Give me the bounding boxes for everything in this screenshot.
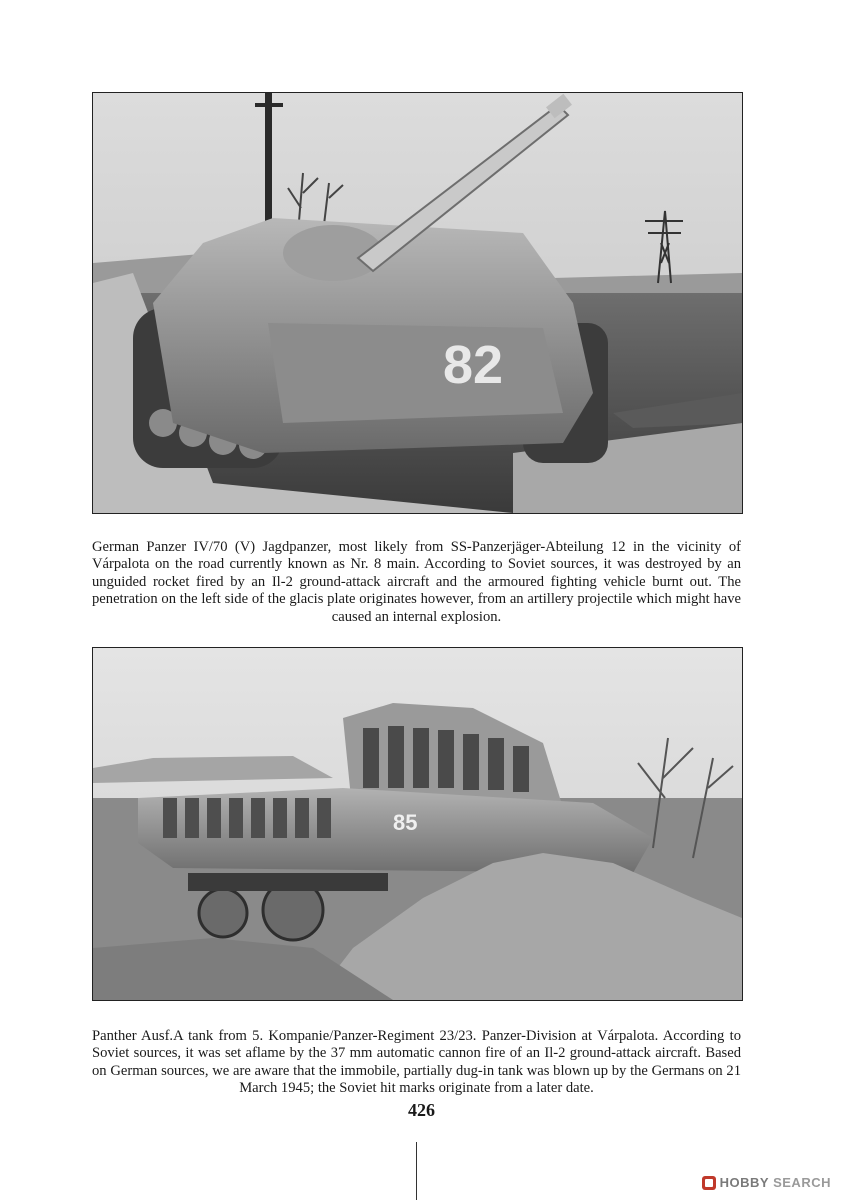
watermark-suffix: SEARCH	[773, 1175, 831, 1190]
watermark-logo	[702, 1175, 831, 1190]
gutter-line	[416, 1142, 417, 1200]
hobby-search-logo-icon	[702, 1176, 716, 1190]
photo-jagdpanzer	[92, 92, 743, 514]
vehicle-number-82: 82	[443, 335, 504, 395]
vehicle-number-85: 85	[393, 810, 418, 835]
photo-panther	[92, 647, 743, 1001]
watermark-brand: HOBBY	[719, 1175, 770, 1190]
caption-jagdpanzer: German Panzer IV/70 (V) Jagdpanzer, most likely from SS-Panzerjäger-Abteilung 12 in the vicinity of Várpalota on the road currently known as Nr. 8 main. According to Soviet sources, it was destroyed by an unguided rocket fired by an Il-2 ground-attack aircraft and the armoured fighting vehicle burnt out. The penetration on the left side of the glacis plate originates however, from an artillery projectile which might have caused an internal explosion.	[92, 538, 741, 625]
page-number: 426	[408, 1100, 435, 1120]
caption-panther: Panther Ausf.A tank from 5. Kompanie/Panzer-Regiment 23/23. Panzer-Division at Várpalota. According to Soviet sources, it was set aflame by the 37 mm automatic cannon fire of an Il-2 ground-attack aircraft. Based on German sources, we are aware that the immobile, partially dug-in tank was blown up by the Germans on 21 March 1945; the Soviet hit marks originate from a later date.	[92, 1027, 741, 1097]
